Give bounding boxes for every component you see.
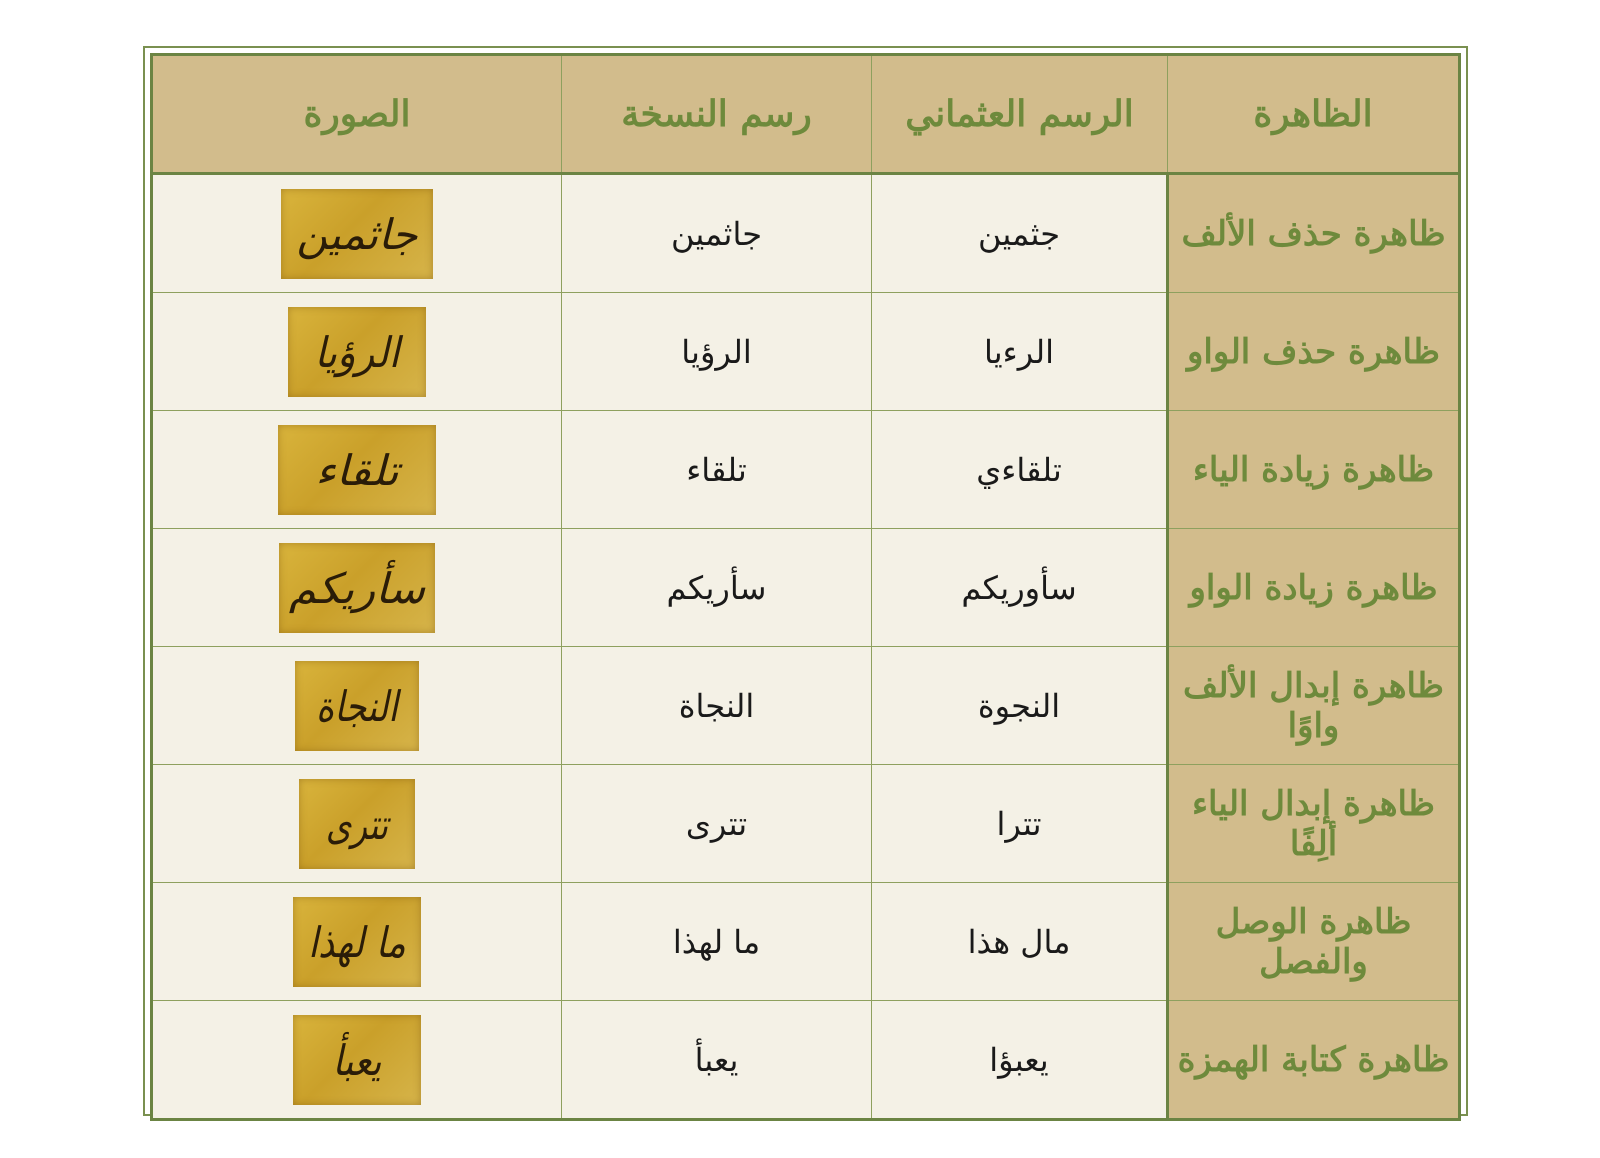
phenomenon-cell: ظاهرة زيادة الياء [1168, 411, 1460, 529]
manuscript-image-art [299, 779, 415, 869]
manuscript-image-text: جاثمين [296, 209, 418, 259]
manuscript-image [281, 189, 433, 279]
image-cell [152, 883, 562, 1001]
header-image: الصورة [152, 55, 562, 174]
header-manuscript: رسم النسخة [562, 55, 872, 174]
header-row [152, 55, 1460, 174]
uthmani-cell: مال هذا [872, 883, 1168, 1001]
manuscript-image-art [288, 307, 426, 397]
phenomenon-cell: ظاهرة إبدال الياء ألِفًا [1168, 765, 1460, 883]
manuscript-cell: تترى [562, 765, 872, 883]
table-row [152, 293, 1460, 411]
manuscript-image-text: ما لهذا [308, 918, 406, 968]
manuscript-image-art [279, 543, 435, 633]
image-cell [152, 1001, 562, 1120]
uthmani-cell: يعبؤا [872, 1001, 1168, 1120]
image-cell [152, 529, 562, 647]
uthmani-cell: تلقاءي [872, 411, 1168, 529]
manuscript-cell: الرؤيا [562, 293, 872, 411]
phenomenon-cell: ظاهرة حذف الواو [1168, 293, 1460, 411]
manuscript-image [293, 897, 421, 987]
manuscript-cell: النجاة [562, 647, 872, 765]
image-cell [152, 174, 562, 293]
table-frame [143, 46, 1468, 1116]
uthmani-cell: الرءيا [872, 293, 1168, 411]
image-cell [152, 411, 562, 529]
uthmani-cell: تترا [872, 765, 1168, 883]
manuscript-image-text: تترى [325, 799, 389, 849]
uthmani-cell: جثمين [872, 174, 1168, 293]
image-cell [152, 293, 562, 411]
table-row [152, 765, 1460, 883]
manuscript-image-text: الرؤيا [314, 327, 400, 377]
manuscript-cell: تلقاء [562, 411, 872, 529]
manuscript-image-art [295, 661, 419, 751]
manuscript-image [278, 425, 436, 515]
phenomenon-cell: ظاهرة كتابة الهمزة [1168, 1001, 1460, 1120]
phenomenon-cell: ظاهرة زيادة الواو [1168, 529, 1460, 647]
manuscript-image-art [278, 425, 436, 515]
orthography-table [150, 53, 1461, 1121]
table-row [152, 529, 1460, 647]
header-uthmani: الرسم العثماني [872, 55, 1168, 174]
table-row [152, 411, 1460, 529]
manuscript-image [279, 543, 435, 633]
manuscript-image [288, 307, 426, 397]
table-row [152, 647, 1460, 765]
manuscript-cell: يعبأ [562, 1001, 872, 1120]
manuscript-image [295, 661, 419, 751]
table-row [152, 174, 1460, 293]
phenomenon-cell: ظاهرة الوصل والفصل [1168, 883, 1460, 1001]
manuscript-image-text: يعبأ [332, 1036, 382, 1086]
manuscript-image-text: تلقاء [315, 446, 399, 496]
manuscript-image-text: النجاة [316, 682, 398, 732]
uthmani-cell: سأوريكم [872, 529, 1168, 647]
phenomenon-cell: ظاهرة إبدال الألف واوًا [1168, 647, 1460, 765]
phenomenon-cell: ظاهرة حذف الألف [1168, 174, 1460, 293]
table-row [152, 883, 1460, 1001]
image-cell [152, 647, 562, 765]
manuscript-image-art [293, 897, 421, 987]
manuscript-image-art [281, 189, 433, 279]
manuscript-cell: سأريكم [562, 529, 872, 647]
manuscript-cell: ما لهذا [562, 883, 872, 1001]
manuscript-image [293, 1015, 421, 1105]
manuscript-image-text: سأريكم [288, 564, 426, 614]
table-row [152, 1001, 1460, 1120]
manuscript-cell: جاثمين [562, 174, 872, 293]
manuscript-image-art [293, 1015, 421, 1105]
manuscript-image [299, 779, 415, 869]
uthmani-cell: النجوة [872, 647, 1168, 765]
image-cell [152, 765, 562, 883]
header-phenomenon: الظاهرة [1168, 55, 1460, 174]
